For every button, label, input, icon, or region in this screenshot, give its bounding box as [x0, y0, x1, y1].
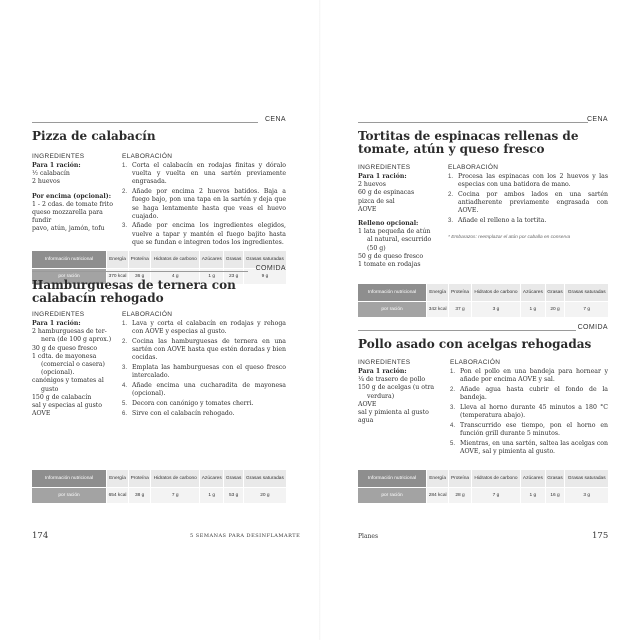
ingredients-column	[358, 359, 446, 425]
step-number: 1.	[450, 369, 456, 375]
nutrition-header-label: Información nutricional	[358, 284, 427, 302]
recipe-title: Hamburguesas de ternera con calabacín rehogado	[32, 278, 236, 305]
ingredient: canónigos y tomates al	[32, 377, 104, 385]
header-rule	[32, 271, 248, 272]
step-number: 6.	[122, 410, 128, 417]
ingredient: 2 huevos	[358, 181, 386, 189]
step	[122, 162, 286, 187]
ingredient: 50 g de queso fresco	[358, 252, 424, 260]
nutrition-header-carbs: Hidratos de carbono	[151, 251, 200, 269]
nutrition-header-carbs: Hidratos de carbono	[151, 470, 200, 488]
nutrition-header-sugars: Azúcares	[521, 470, 546, 488]
running-head: Planes	[358, 533, 379, 540]
step	[450, 368, 608, 384]
nutrition-header-energy: Energía	[107, 251, 129, 269]
nutrition-header-sugars: Azúcares	[200, 470, 224, 488]
ingredients-heading: INGREDIENTES	[358, 359, 411, 366]
step-text: Añade por encima los ingredientes elegidos, vuelve a tapar y mantén el fuego bajito hasta que se fundan e integren todos los ingredientes.	[132, 222, 286, 246]
step-text: Añade agua hasta cubrir el fondo de la bandeja.	[460, 385, 608, 402]
step	[450, 404, 608, 420]
ingredient: 1 cdta. de mayonesa	[32, 352, 97, 360]
ingredient: 60 g de espinacas	[358, 189, 415, 197]
step-number: 2.	[122, 189, 128, 196]
steps-list	[450, 368, 608, 456]
elaboration-column	[122, 153, 286, 249]
step	[450, 440, 608, 456]
nutrition-carbs: 7 g	[471, 488, 520, 504]
nutrition-header-carbs: Hidratos de carbono	[471, 284, 520, 302]
nutrition-header-saturated: Grasas saturadas	[243, 251, 286, 269]
step	[122, 410, 286, 418]
nutrition-row	[358, 302, 608, 318]
nutrition-header-fat: Grasas	[224, 251, 243, 269]
ingredient: agua	[358, 417, 374, 425]
elaboration-heading: ELABORACIÓN	[448, 164, 499, 171]
ingredient: 2 hamburguesas de ter-	[32, 328, 107, 336]
step-number: 2.	[450, 386, 456, 393]
header-rule	[32, 122, 258, 123]
ingredient: 1 - 2 cdas. de tomate frito	[32, 200, 113, 208]
nutrition-header-saturated: Grasas saturadas	[243, 470, 286, 488]
step-number: 3.	[122, 223, 128, 230]
nutrition-fat: 53 g	[224, 488, 243, 504]
nutrition-header-protein: Proteína	[129, 251, 151, 269]
step-text: Transcurrido ese tiempo, pon el horno en función grill durante 5 minutos.	[460, 421, 608, 437]
ingredients-subheading: Para 1 ración:	[32, 320, 81, 327]
nutrition-row-label: por ración	[358, 302, 427, 318]
elaboration-column	[450, 359, 608, 458]
step-text: Lava y corta el calabacín en rodajas y rehoga con AOVE y especias al gusto.	[132, 320, 286, 336]
ingredients-subheading: Para 1 ración:	[358, 173, 407, 180]
ingredient: AOVE	[358, 400, 377, 408]
nutrition-energy: 284 kcal	[427, 488, 449, 504]
elaboration-column	[448, 164, 608, 241]
nutrition-header-fat: Grasas	[545, 470, 565, 488]
step	[448, 191, 608, 216]
ingredients-column	[358, 164, 442, 269]
nutrition-protein: 38 g	[129, 488, 151, 504]
step-text: Procesa las espinacas con los 2 huevos y las especias con una batidora de mano.	[458, 173, 608, 189]
ingredient: al natural, escurrido	[367, 236, 432, 244]
nutrition-energy: 370 kcal	[107, 269, 129, 285]
step-number: 2.	[122, 338, 128, 345]
nutrition-table	[32, 470, 286, 503]
step-number: 1.	[122, 163, 128, 169]
ingredient: AOVE	[358, 205, 377, 213]
step-number: 3.	[122, 365, 128, 372]
ingredients-heading: INGREDIENTES	[358, 164, 411, 171]
nutrition-header-carbs: Hidratos de carbono	[471, 470, 520, 488]
nutrition-saturated: 3 g	[565, 488, 608, 504]
meal-tag: COMIDA	[577, 324, 608, 331]
ingredient: 150 g de acelgas (u otra	[358, 384, 435, 392]
nutrition-header-row	[358, 284, 608, 302]
step-number: 1.	[122, 321, 128, 327]
nutrition-header-label: Información nutricional	[32, 470, 107, 488]
step-text: Decora con canónigo y tomates cherri.	[132, 399, 254, 407]
ingredient: 2 huevos	[32, 178, 60, 186]
ingredient: (comercial o casera)	[41, 361, 105, 369]
nutrition-header-energy: Energía	[107, 470, 129, 488]
nutrition-energy: 342 kcal	[427, 302, 449, 318]
nutrition-header-sugars: Azúcares	[200, 251, 224, 269]
nutrition-carbs: 4 g	[151, 269, 200, 285]
steps-list	[122, 162, 286, 247]
recipe-title: Pollo asado con acelgas rehogadas	[358, 337, 592, 351]
step-number: 3.	[448, 218, 454, 225]
nutrition-header-energy: Energía	[427, 284, 449, 302]
running-head: 5 SEMANAS PARA DESINFLAMARTE	[190, 533, 301, 539]
nutrition-header-label: Información nutricional	[32, 251, 107, 269]
step-text: Cocina por ambos lados en una sartén antiadherente previamente engrasada con AOVE.	[458, 190, 608, 215]
step	[450, 386, 608, 402]
ingredient: pavo, atún, jamón, tofu	[32, 225, 105, 233]
ingredient: sal y especias al gusto	[32, 402, 102, 410]
step-number: 5.	[450, 440, 456, 447]
step	[122, 364, 286, 380]
step-text: Corta el calabacín en rodajas finitas y dóralo vuelta y vuelta en una sartén previamente engrasada.	[132, 162, 286, 186]
nutrition-protein: 28 g	[449, 488, 472, 504]
step-text: Emplata las hamburguesas con el queso fresco intercalado.	[132, 364, 286, 380]
nutrition-header-label: Información nutricional	[358, 470, 427, 488]
nutrition-row-label: por ración	[358, 488, 427, 504]
ingredient: queso mozzarella para	[32, 209, 103, 217]
step-text: Añade el relleno a la tortita.	[458, 217, 547, 225]
ingredient: (opcional).	[41, 369, 75, 377]
right-page	[320, 0, 640, 640]
nutrition-sugars: 1 g	[521, 302, 546, 318]
step-text: Cocina las hamburguesas de ternera en una sartén con AOVE hasta que estén doradas y bien cocidas.	[132, 337, 286, 362]
steps-list	[122, 320, 286, 418]
step-number: 3.	[450, 404, 456, 411]
step-number: 4.	[122, 382, 128, 389]
nutrition-header-energy: Energía	[427, 470, 449, 488]
step-text: Añade encima una cucharadita de mayonesa (opcional).	[132, 381, 286, 398]
step-text: Lleva al horno durante 45 minutos a 180 °C (temperatura abajo).	[460, 403, 608, 420]
nutrition-carbs: 7 g	[151, 488, 200, 504]
recipe-pollo-asado	[358, 324, 608, 498]
recipe-note: * Embarazos: reemplazar el atún por caballa en conserva	[448, 235, 571, 241]
nutrition-protein: 36 g	[129, 269, 151, 285]
nutrition-header-fat: Grasas	[545, 284, 565, 302]
nutrition-header-sugars: Azúcares	[521, 284, 546, 302]
meal-tag: CENA	[586, 116, 608, 123]
recipe-tortitas-espinacas	[358, 116, 608, 312]
nutrition-row	[32, 488, 286, 504]
nutrition-sugars: 1 g	[521, 488, 546, 504]
elaboration-heading: ELABORACIÓN	[122, 153, 173, 160]
elaboration-column	[122, 311, 286, 419]
ingredient: pizca de sal	[358, 197, 395, 205]
recipe-header	[32, 116, 286, 128]
ingredient: fundir	[32, 217, 52, 225]
elaboration-heading: ELABORACIÓN	[122, 311, 173, 318]
meal-tag: COMIDA	[255, 265, 286, 272]
ingredient: AOVE	[32, 410, 51, 418]
nutrition-protein: 37 g	[449, 302, 472, 318]
meal-tag: CENA	[264, 116, 286, 123]
nutrition-fat: 16 g	[545, 488, 565, 504]
step	[122, 382, 286, 398]
ingredient: ½ calabacín	[32, 170, 70, 178]
recipe-title: Tortitas de espinacas rellenas de tomate, atún y queso fresco	[358, 129, 579, 156]
step-text: Pon el pollo en una bandeja para hornear y añade por encima AOVE y sal.	[460, 368, 608, 384]
ingredient: ¼ de trasero de pollo	[358, 376, 426, 384]
ingredients-subheading: Relleno opcional:	[358, 220, 419, 228]
step	[448, 173, 608, 189]
nutrition-row-label: por ración	[32, 488, 107, 504]
nutrition-header-protein: Proteína	[449, 284, 472, 302]
ingredients-subheading: Para 1 ración:	[358, 368, 407, 375]
page-number: 175	[592, 531, 609, 541]
ingredients-column	[32, 311, 116, 418]
header-rule	[358, 330, 576, 331]
step-number: 5.	[122, 400, 128, 407]
recipe-header	[358, 116, 608, 128]
ingredient: gusto	[41, 385, 59, 393]
step	[122, 338, 286, 363]
ingredient: 1 lata pequeña de atún	[358, 228, 431, 236]
nutrition-saturated: 20 g	[243, 488, 286, 504]
nutrition-header-row	[358, 470, 608, 488]
header-rule	[358, 122, 588, 123]
nutrition-row-label: por ración	[32, 269, 107, 285]
steps-list	[448, 173, 608, 225]
recipe-header	[32, 265, 286, 277]
nutrition-fat: 23 g	[224, 269, 243, 285]
ingredient: 150 g de calabacín	[32, 393, 92, 401]
nutrition-table	[358, 470, 608, 503]
ingredients-heading: INGREDIENTES	[32, 153, 85, 160]
recipe-title: Pizza de calabacín	[32, 129, 156, 143]
ingredients-subheading: Para 1 ración:	[32, 162, 81, 169]
nutrition-header-row	[32, 470, 286, 488]
ingredients-column	[32, 153, 114, 234]
page-number: 174	[32, 531, 49, 541]
step-text: Mientras, en una sartén, saltea las acelgas con AOVE, sal y pimienta al gusto.	[460, 439, 608, 455]
step-number: 1.	[448, 174, 454, 180]
step	[122, 320, 286, 336]
ingredient: (50 g)	[367, 244, 386, 252]
ingredient: 30 g de queso fresco	[32, 344, 98, 352]
ingredients-heading: INGREDIENTES	[32, 311, 85, 318]
nutrition-table	[358, 284, 608, 317]
nutrition-carbs: 3 g	[471, 302, 520, 318]
step-number: 2.	[448, 191, 454, 198]
ingredient: 1 tomate en rodajas	[358, 261, 421, 269]
step-text: Sirve con el calabacín rehogado.	[132, 409, 235, 417]
step-text: Añade por encima 2 huevos batidos. Baja a fuego bajo, pon una tapa en la sartén y deja que se haga lentamente hasta que veas el huevo cuajado.	[132, 188, 286, 220]
nutrition-row	[358, 488, 608, 504]
nutrition-header-protein: Proteína	[449, 470, 472, 488]
nutrition-sugars: 1 g	[200, 488, 224, 504]
recipe-hamburguesas-ternera	[32, 265, 286, 498]
elaboration-heading: ELABORACIÓN	[450, 359, 501, 366]
nutrition-energy: 654 kcal	[107, 488, 129, 504]
ingredients-subheading: Por encima (opcional):	[32, 192, 111, 200]
recipe-header	[358, 324, 608, 336]
step-number: 4.	[450, 422, 456, 429]
nutrition-header-protein: Proteína	[129, 470, 151, 488]
nutrition-header-saturated: Grasas saturadas	[565, 470, 608, 488]
nutrition-fat: 20 g	[545, 302, 565, 318]
nutrition-saturated: 7 g	[565, 302, 608, 318]
nutrition-header-fat: Grasas	[224, 470, 243, 488]
nutrition-sugars: 1 g	[200, 269, 224, 285]
step	[122, 188, 286, 221]
nutrition-saturated: 9 g	[243, 269, 286, 285]
ingredient: nera (de 100 g aprox.)	[41, 336, 112, 344]
ingredient: sal y pimienta al gusto	[358, 409, 429, 417]
step	[448, 217, 608, 225]
step	[122, 222, 286, 247]
step	[450, 422, 608, 438]
ingredient: verdura)	[367, 392, 395, 400]
step	[122, 400, 286, 408]
nutrition-header-saturated: Grasas saturadas	[565, 284, 608, 302]
